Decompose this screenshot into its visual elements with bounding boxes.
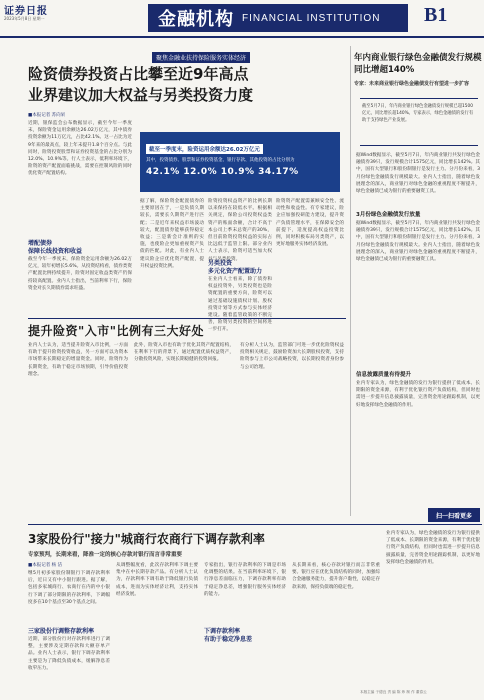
bottom-text2: 近期，部分股份行对存款利率进行了调整，主要涉及定期存款和大额存单产品。业内人士表示，银行下调存款利率主要是为了降低负债成本，缓解净息差收窄压力。 [28, 637, 110, 671]
feature-headline [28, 64, 344, 106]
feature-headline-line2: 业界建议加大权益与另类投资力度 [28, 86, 254, 104]
column-divider [350, 46, 351, 516]
masthead [0, 0, 484, 40]
feature-headline-line1: 险资债券投资占比攀至近9年高点 [28, 65, 249, 83]
feature-subhead1b: 保障长线投资和收益 [28, 248, 83, 255]
mid-text1: 业内人士认为，适当提升险资入市比例，一方面有助于提升险资投资收益，另一方面可以为资本市场带来长期稳定的增量资金。同时，险资作为长期资金，有助于稳定市场预期，引导价值投资理念。 [28, 343, 128, 377]
feature-col5: 险资资产配置需兼顾安全性、流动性和收益性。有专家建议，险企应加强投研能力建设，提升资产负债管理水平，在保障安全的前提下，适度提高权益投资比例，同时积极布局另类资产，以更好地服务实体经济发展。 [276, 199, 344, 248]
bottom-subhead2: 下调存款利率 [204, 628, 241, 635]
feature-tag: 聚焦金融业扶持保险服务实体经济 [152, 52, 250, 63]
section-title: 金融机构 [158, 9, 234, 30]
feature-subhead2: 另类投资 [208, 260, 233, 267]
section-banner [148, 4, 408, 32]
masthead-divider [0, 36, 484, 38]
issue-date: 2023年5月8日 星期一 [4, 16, 45, 21]
bottom-text4: 专家指出，银行存款利率的下调是市场化调整的结果。在当前利率环境下，银行净息差面临压力，下调存款利率有助于稳定净息差，增强银行服务实体经济的能力。 [204, 563, 286, 597]
feature-col2: 据了解，保险资金配置债券的主要原因在于，一是负债久期较长，需要长久期资产进行匹配；二是近年来权益市场波动较大，配置债券能够获得稳定收益；三是新会计准则的实施，也使险企更加重视资产负债的匹配。对此，有业内人士建议险企应优化资产配置，提升权益投资比例。 [140, 199, 204, 269]
right-quote-text: 截至5月7日，年内商业银行绿色金融债发行规模已超1500亿元，同比增长超140%。专家表示，绿色金融债的发行有助于支持绿色产业发展。 [362, 104, 474, 123]
chart-value-stocks: 12.0% [183, 167, 218, 177]
bottom-subhead2b: 有助于稳定净息差 [204, 636, 253, 643]
bottom-text5: 从长期来看，核心存款对银行而言非常重要。银行应在优化负债结构的同时，加强综合金融服务能力，提升客户黏性，以稳定存款来源，保持负债端的稳定性。 [292, 563, 380, 590]
mid-top-divider [28, 318, 346, 319]
right-quote-box [360, 98, 478, 146]
feature-col1: 近期，银保监会公布数据显示，截至今年一季度末，保险资金运用余额达26.02万亿元，其中债券投资余额为11万亿元，占比42.1%。这一占比为近9年来的最高点，较上年末提升1.8个百分点。与此同时，险资投资股票和证券投资基金的占比分别为12.0%、10.9%等。行人士表示，低利率环境下，险资的资产配置面临挑战，需要在控制风险的同时优化资产配置结构。 [28, 121, 132, 177]
feature-subhead2b: 多元化资产配置助力 [208, 268, 263, 275]
right-text2: 业内专家认为，绿色金融债的发行为银行提供了低成本、长期限的资金来源，有利于优化银行资产负债结构，但同时也需进一步提升信息披露质量，完善资金用途跟踪机制，以更好地发挥绿色金融债的作用。 [356, 381, 480, 408]
bottom-headline: 3家股份行"接力"城商行农商行下调存款利率 [28, 532, 265, 546]
section-title-en: FINANCIAL INSTITUTION [242, 12, 381, 24]
right-subhead1: 3月份绿色金融债发行放量 [356, 212, 421, 218]
right-text-intro: 据Wind数据显示，截至5月7日，年内商业银行共发行绿色金融债券39只，发行规模合计1575亿元，同比增长142%。其中，国有大型银行和股份制银行是发行主力。分月份来看，3月份绿色金融债发行规模最大。业内人士指出，随着绿色发展理念的深入，商业银行对绿色金融的重视程度不断提升，绿色金融债已成为银行的重要融资工具。 [356, 153, 480, 195]
mid-text2: 此外，险资入市也有助于优化其资产配置结构，在利率下行的背景下，通过配置优质权益资产，分散投资风险，实现长期稳健的投资回报。 [134, 343, 234, 363]
bottom-text3: 从调整幅度看，此次存款利率下调主要集中在中长期存款产品。有分析人士认为，存款利率下调有助于降低银行负债成本，进而为实体经济让利，支持实体经济发展。 [116, 563, 198, 597]
chart-values [146, 167, 334, 177]
right-headline: 年内商业银行绿色金融债发行规模同比增超140% [354, 53, 482, 75]
page-footer: 本版主编 于德良 责 编 陈 炜 制 作 董春云 [360, 690, 427, 694]
qr-scan-tag[interactable]: 扫一扫看更多 [428, 508, 480, 522]
right-subheadline: 专家：未来商业银行绿色金融债发行有望进一步扩容 [354, 81, 470, 87]
feature-subhead1: 增配债券 [28, 240, 53, 247]
mid-text3: 有分析人士认为，监管部门可进一步优化险资权益投资相关规定，鼓励险资加大长期股权投资，支持险资参与上市公司战略投资，以长期投资者身份参与公司治理。 [240, 343, 344, 370]
feature-author: ■本报记者 苏向杲 [28, 113, 66, 118]
bottom-subheadline: 专家预判，长期来看，降准一定的核心存款对银行而言非常重要 [28, 552, 183, 558]
feature-col3: 险资投资权益资产的比例长期以来保持在较低水平。根据相关规定，保险公司投资权益类资产的账面余额，合计不高于本公司上季末总资产的30%，但目前险资投资权益的实际占比远低于监管上限。部分业内人士表示，险资可适当加大权益与另类投资。 [208, 199, 272, 262]
chart-value-deposits: 10.9% [220, 167, 255, 177]
right-text1: 据Wind数据显示，截至5月7日，年内商业银行共发行绿色金融债券39只，发行规模合计1575亿元，同比增长142%。其中，国有大型银行和股份制银行是发行主力。分月份来看，3月份绿色金融债发行规模最大。业内人士指出，随着绿色发展理念的深入，商业银行对绿色金融的重视程度不断提升，绿色金融债已成为银行的重要融资工具。 [356, 221, 480, 263]
chart-title: 截至一季度末，险资运用余额达26.02万亿元 [146, 144, 263, 154]
bottom-text1: 继5月初多家股份制银行下调存款利率后，近日又有中小银行跟进。据了解，包括多家城商行、农商行在内的中小银行下调了部分期限的存款利率，下调幅度多在10个基点至30个基点之间。 [28, 571, 110, 605]
mid-headline: 提升险资"入市"比例有三大好处 [28, 324, 205, 338]
page-number: B1 [424, 4, 448, 26]
bottom-subhead1: 三家股份行调整存款利率 [28, 628, 95, 635]
feature-col4: 在业内人士看来，除了债券和权益投资外，另类投资也是险资配置的重要方向，险资可以通过基础设施债权计划、股权投资计划等方式参与实体经济建设。随着监管政策的不断完善，险资另类投资的空间将进一步打开。 [208, 277, 272, 333]
bottom-top-divider [28, 524, 482, 525]
chart-value-other: 34.17% [258, 167, 299, 177]
chart-box [140, 132, 340, 192]
chart-value-bonds: 42.1% [146, 167, 180, 177]
right-bottom-text: 业内专家认为，绿色金融债的发行为银行提供了低成本、长期限的资金来源，有利于优化银行资产负债结构，但同时也需进一步提升信息披露质量，完善资金用途跟踪机制，以更好地发挥绿色金融债的作用。 [386, 531, 480, 565]
feature-col1b: 截至今年一季度末，保险资金运用余额为26.02万亿元，较年初增长5.6%。从投资结构看，债券类资产配置比例持续提升，险资对固定收益类资产仍保持较高配置。业内人士指出，当前利率下行，保险资金对长久期债券需求旺盛。 [28, 257, 132, 291]
chart-subtitle: 其中，投资债券、股票和证券投资基金、银行存款、其他投资的占比分别为 [146, 158, 295, 163]
bottom-author: ■本报记者 杨 洁 [28, 563, 63, 568]
right-subhead2: 信息披露质量有待提升 [356, 372, 412, 378]
newspaper-logo: 证券日报 [4, 6, 48, 17]
